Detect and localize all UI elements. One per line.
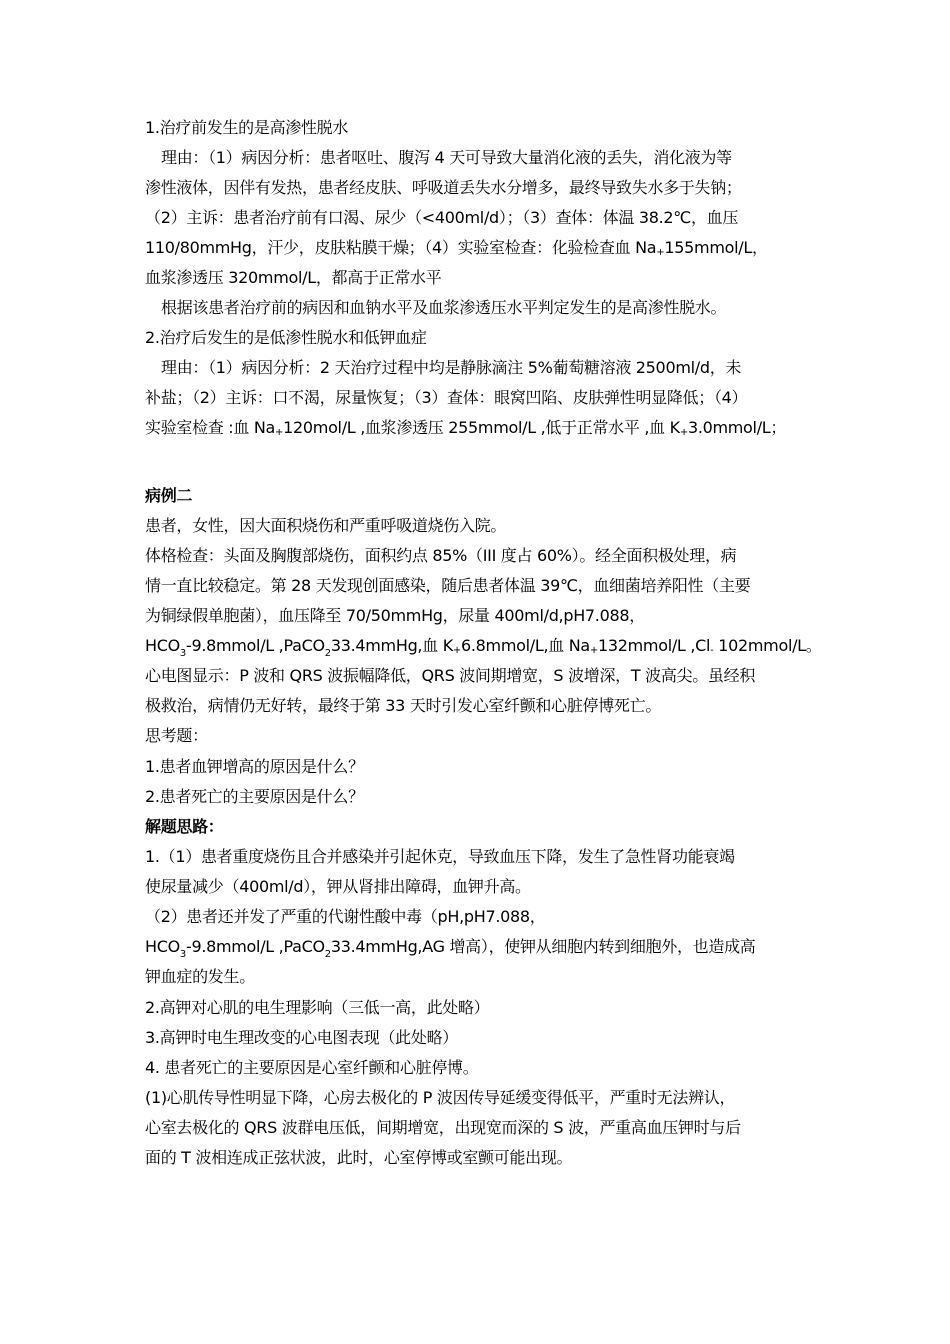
paragraph-line: 为铜绿假单胞菌），血压降至 70/50mmHg，尿量 400ml/d,pH7.088， — [145, 606, 645, 625]
superscript: - — [710, 645, 714, 656]
subscript: 3 — [179, 949, 186, 960]
text-segment: 102mmol/L。 — [713, 636, 822, 655]
paragraph-line: （2）主诉：患者治疗前有口渴、尿少（<400ml/d）；（3）查体：体温 38.2℃，血压 — [145, 208, 739, 227]
paragraph-line: 理由：（1）病因分析：2 天治疗过程中均是静脉滴注 5%葡萄糖溶液 2500ml/d，未 — [161, 358, 742, 377]
paragraph-line: 1.（1）患者重度烧伤且合并感染并引起休克，导致血压下降，发生了急性肾功能衰竭 — [145, 847, 735, 866]
paragraph-line: (1)心肌传导性明显下降，心房去极化的 P 波因传导延缓变得低平，严重时无法辨认， — [145, 1088, 736, 1107]
paragraph-line: 极救治，病情仍无好转，最终于第 33 天时引发心室纤颤和心脏停博死亡。 — [145, 696, 662, 715]
text-segment: 33.4mmHg,血 K — [330, 636, 453, 655]
paragraph-line: 患者，女性，因大面积烧伤和严重呼吸道烧伤入院。 — [145, 516, 507, 535]
text-segment: 实验室检查 :血 Na — [145, 418, 276, 437]
text-segment: 3.0mmol/L； — [687, 418, 787, 437]
paragraph-line: 补盐；（2）主诉：口不渴，尿量恢复；（3）查体：眼窝凹陷、皮肤弹性明显降低；（4） — [145, 388, 748, 407]
paragraph-line: 2.高钾对心肌的电生理影响（三低一高，此处略） — [145, 998, 490, 1017]
case-title: 病例二 — [145, 486, 193, 505]
text-segment: 33.4mmHg,AG 增高），使钾从细胞内转到细胞外，也造成高 — [330, 937, 756, 956]
superscript: + — [589, 645, 598, 656]
paragraph-line: 情一直比较稳定。第 28 天发现创面感染，随后患者体温 39℃，血细菌培养阳性（主要 — [145, 576, 751, 595]
superscript: + — [275, 427, 284, 438]
paragraph-line: 体格检查：头面及胸腹部烧伤，面积约点 85%（III 度占 60%）。经全面积极处理，病 — [145, 546, 737, 565]
text-segment: 132mmol/L ,Cl — [598, 636, 711, 655]
paragraph-line: 3.高钾时电生理改变的心电图表现（此处略） — [145, 1028, 458, 1047]
text-segment: 110/80mmHg，汗少，皮肤粘膜干燥；（4）实验室检查：化验检查血 Na — [145, 238, 657, 257]
paragraph-line: （2）患者还并发了严重的代谢性酸中毒（pH,pH7.088， — [145, 907, 546, 926]
paragraph-line: 血浆渗透压 320mmol/L，都高于正常水平 — [145, 268, 442, 287]
text-segment: -9.8mmol/L ,PaCO — [185, 636, 325, 655]
paragraph-line: 4. 患者死亡的主要原因是心室纤颤和心脏停博。 — [145, 1058, 479, 1077]
subscript: 2 — [324, 648, 331, 659]
paragraph-line: 使尿量减少（400ml/d），钾从肾排出障碍，血钾升高。 — [145, 877, 531, 896]
paragraph-line: 面的 T 波相连成正弦状波，此时，心室停博或室颤可能出现。 — [145, 1148, 573, 1167]
question-item: 2.患者死亡的主要原因是什么？ — [145, 787, 364, 806]
paragraph-line: 根据该患者治疗前的病因和血钠水平及血浆渗透压水平判定发生的是高渗性脱水。 — [161, 298, 727, 317]
text-segment: 120mol/L ,血浆渗透压 255mmol/L ,低于正常水平 ,血 K — [283, 418, 680, 437]
paragraph-line: 心电图显示：P 波和 QRS 波振幅降低，QRS 波间期增宽，S 波增深，T 波高尖。虽经积 — [145, 666, 756, 685]
paragraph-line: 渗性液体，因伴有发热，患者经皮肤、呼吸道丢失水分增多，最终导致失水多于失钠； — [145, 178, 742, 197]
text-segment: HCO — [145, 937, 180, 956]
text-segment: HCO — [145, 636, 180, 655]
subscript: 3 — [179, 648, 186, 659]
text-segment: 155mmol/L， — [664, 238, 768, 257]
superscript: + — [656, 247, 665, 258]
section-heading-2: 2.治疗后发生的是低渗性脱水和低钾血症 — [145, 328, 427, 347]
paragraph-line: 心室去极化的 QRS 波群电压低，间期增宽，出现宽而深的 S 波，严重高血压钾时与后 — [145, 1118, 741, 1137]
subscript: 2 — [324, 949, 331, 960]
paragraph-line: 理由：（1）病因分析：患者呕吐、腹泻 4 天可导致大量消化液的丢失，消化液为等 — [161, 148, 732, 167]
section-heading-1: 1.治疗前发生的是高渗性脱水 — [145, 118, 349, 137]
solution-heading: 解题思路： — [145, 817, 224, 836]
paragraph-line: 钾血症的发生。 — [145, 967, 255, 986]
text-segment: 6.8mmol/L,血 Na — [461, 636, 590, 655]
paragraph-line — [145, 937, 755, 960]
paragraph-line — [145, 418, 786, 441]
questions-heading: 思考题： — [145, 726, 208, 745]
question-item: 1.患者血钾增高的原因是什么？ — [145, 757, 364, 776]
superscript: + — [679, 427, 688, 438]
paragraph-line — [145, 636, 822, 659]
paragraph-line — [145, 238, 768, 261]
superscript: + — [452, 645, 461, 656]
text-segment: -9.8mmol/L ,PaCO — [185, 937, 325, 956]
